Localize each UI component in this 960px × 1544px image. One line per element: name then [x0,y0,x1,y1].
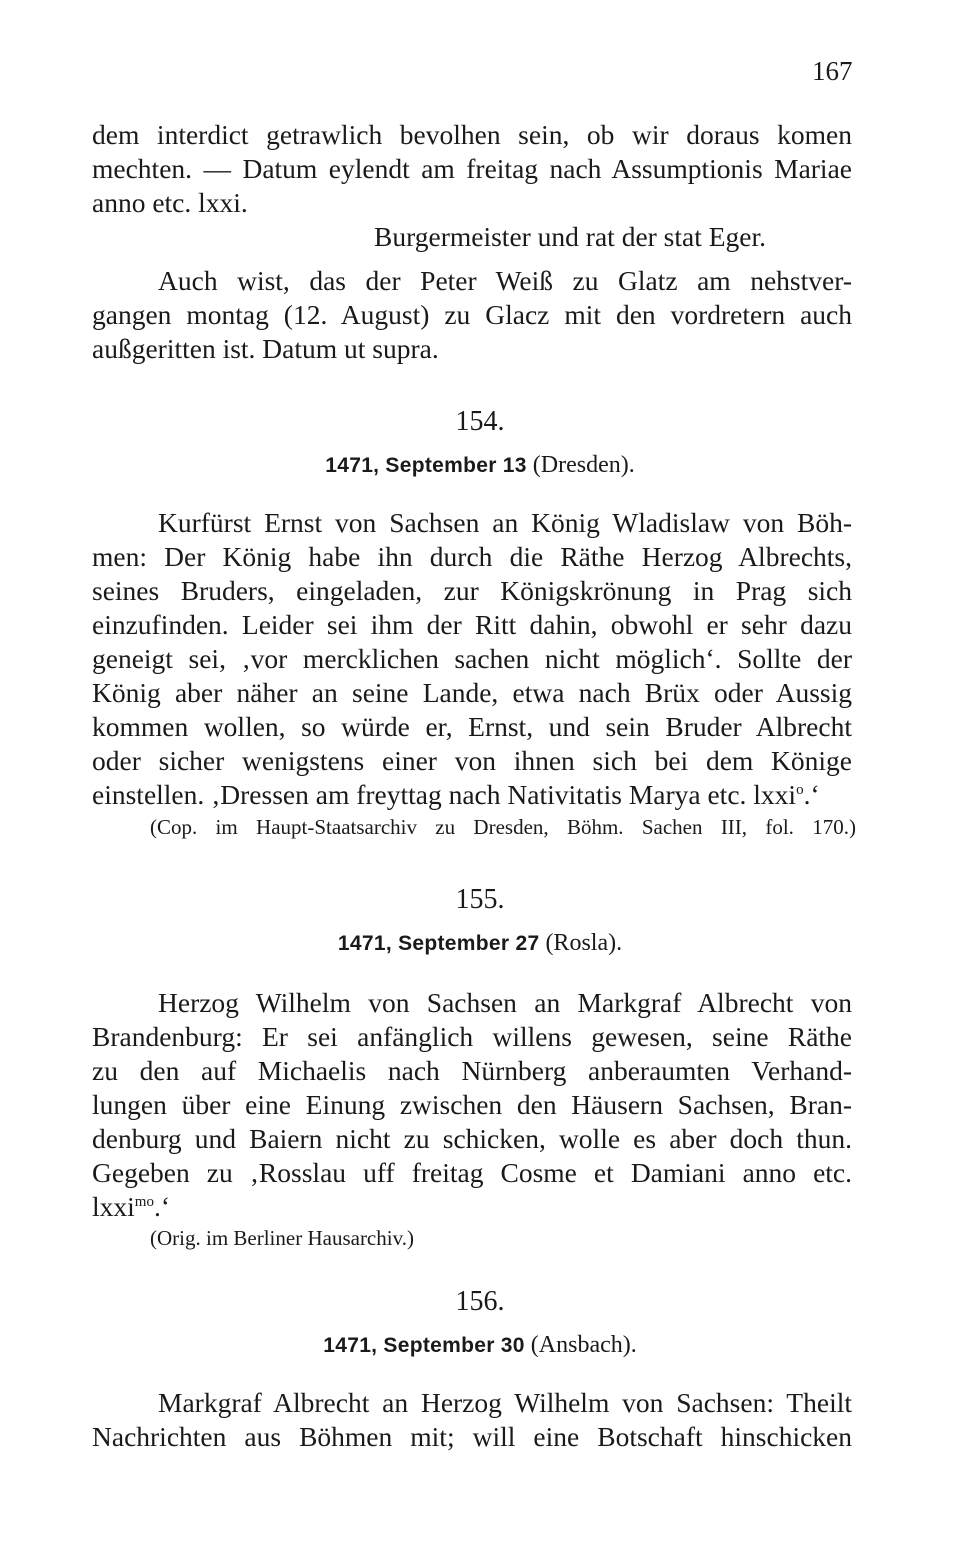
text-line [92,778,852,812]
text-line: Markgraf Albrecht an Herzog Wilhelm von Sachsen: Theilt [158,1387,852,1418]
text-fragment: .‘ [153,1191,170,1222]
entry-number: 155. [455,884,505,915]
text-fragment: einstellen. ‚Dressen am freyttag nach Nativitatis Marya etc. lxxi [92,779,797,810]
signature-line: Burgermeister und rat der stat Eger. [374,221,767,252]
page-number: 167 [812,56,853,86]
text-line: kommen wollen, so würde er, Ernst, und sein Bruder Albrecht [92,711,852,742]
text-line: men: Der König habe ihn durch die Räthe Herzog Albrechts, [92,541,852,572]
text-line: mechten. — Datum eylendt am freitag nach Assumptionis Mariae [92,153,852,184]
text-line: Herzog Wilhelm von Sachsen an Markgraf Albrecht von [158,987,852,1018]
entry-date-line [0,930,960,957]
text-line: geneigt sei, ‚vor mercklichen sachen nicht möglich‘. Sollte der [92,643,852,674]
text-line: lungen über eine Einung zwischen den Häusern Sachsen, Bran- [92,1089,852,1120]
entry-place: (Rosla). [545,930,623,956]
text-line: Nachrichten aus Böhmen mit; will eine Botschaft hinschicken [92,1421,852,1452]
source-citation: (Orig. im Berliner Hausarchiv.) [150,1226,414,1250]
entry-date: 1471, September 30 [323,1334,525,1357]
text-line: seines Bruders, eingeladen, zur Königskrönung in Prag sich [92,575,852,606]
text-line [92,1190,852,1224]
text-line: anno etc. lxxi. [92,187,248,218]
entry-number: 154. [455,406,505,437]
entry-date: 1471, September 27 [337,932,540,955]
text-line: denburg und Baiern nicht zu schicken, wolle es aber doch thun. [92,1123,852,1154]
text-line: zu den auf Michaelis nach Nürnberg anberaumten Verhand- [92,1055,852,1086]
entry-place: (Ansbach). [530,1332,637,1358]
superscript: o [796,781,804,798]
text-line: einzufinden. Leider sei ihm der Ritt dahin, obwohl er sehr dazu [92,609,852,640]
text-line: Gegeben zu ‚Rosslau uff freitag Cosme et Damiani anno etc. [92,1157,852,1188]
entry-place: (Dresden). [532,452,635,478]
entry-date-line [0,1332,960,1359]
text-line: Auch wist, das der Peter Weiß zu Glatz am nehstver- [158,265,852,296]
text-line: gangen montag (12. August) zu Glacz mit den vordretern auch [92,299,852,330]
text-line: dem interdict getrawlich bevolhen sein, ob wir doraus komen [92,119,852,150]
text-line: Brandenburg: Er sei anfänglich willens gewesen, seine Räthe [92,1021,852,1052]
entry-date-line [0,452,960,479]
text-line: außgeritten ist. Datum ut supra. [92,333,439,364]
text-line: König aber näher an seine Lande, etwa nach Brüx oder Aussig [92,677,852,708]
superscript: mo [134,1193,154,1210]
text-line: oder sicher wenigstens einer von ihnen sich bei dem Könige [92,745,852,776]
entry-date: 1471, September 13 [325,454,527,477]
entry-number: 156. [455,1286,505,1317]
text-fragment: lxxi [92,1191,135,1222]
text-fragment: .‘ [803,779,820,810]
text-line: Kurfürst Ernst von Sachsen an König Wladislaw von Böh- [158,507,852,538]
source-citation: (Cop. im Haupt-Staatsarchiv zu Dresden, Böhm. Sachen III, fol. 170.) [150,815,856,839]
